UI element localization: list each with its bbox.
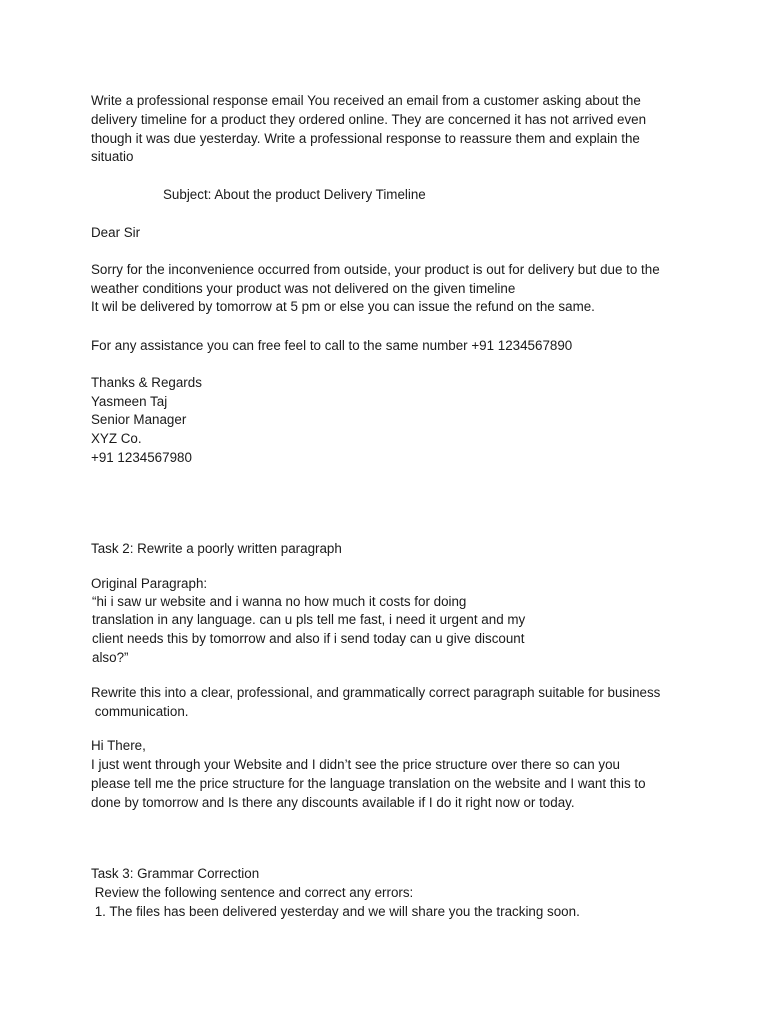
task2-instruction-line: Rewrite this into a clear, professional, and grammatically correct paragraph suitable for business <box>91 685 661 700</box>
answer-line: I just went through your Website and I didn’t see the price structure over there so can you <box>91 757 620 772</box>
signature-line: Thanks & Regards <box>91 375 202 390</box>
signature-line: +91 1234567980 <box>91 450 192 465</box>
original-paragraph-line: client needs this by tomorrow and also if i send today can u give discount <box>92 631 525 646</box>
email-body-line: weather conditions your product was not delivered on the given timeline <box>91 281 516 296</box>
original-paragraph-line: also?” <box>92 650 129 665</box>
task1-prompt-line: though it was due yesterday. Write a professional response to reassure them and explain the <box>91 131 640 146</box>
task1-prompt-line: situatio <box>91 149 134 164</box>
task3-instruction: Review the following sentence and correct any errors: <box>91 885 414 900</box>
original-paragraph-line: translation in any language. can u pls tell me fast, i need it urgent and my <box>92 612 526 627</box>
email-subject: Subject: About the product Delivery Timeline <box>163 187 426 202</box>
email-assistance: For any assistance you can free feel to call to the same number +91 1234567890 <box>91 338 573 353</box>
task1-prompt-line: delivery timeline for a product they ordered online. They are concerned it has not arrived even <box>91 112 647 127</box>
signature-line: Senior Manager <box>91 412 187 427</box>
email-body-line: Sorry for the inconvenience occurred from outside, your product is out for delivery but due to the <box>91 262 660 277</box>
answer-line: done by tomorrow and Is there any discounts available if I do it right now or today. <box>91 795 575 810</box>
task3-item: 1. The files has been delivered yesterday and we will share you the tracking soon. <box>91 904 580 919</box>
original-paragraph-label: Original Paragraph: <box>91 576 208 591</box>
signature-line: Yasmeen Taj <box>91 394 168 409</box>
answer-greeting: Hi There, <box>91 738 146 753</box>
signature-line: XYZ Co. <box>91 431 142 446</box>
original-paragraph-line: “hi i saw ur website and i wanna no how much it costs for doing <box>92 594 467 609</box>
task3-heading: Task 3: Grammar Correction <box>91 866 260 881</box>
email-salutation: Dear Sir <box>91 225 141 240</box>
task2-instruction-line: communication. <box>91 704 189 719</box>
answer-line: please tell me the price structure for the language translation on the website and I want this to <box>91 776 646 791</box>
email-body-line: It wil be delivered by tomorrow at 5 pm or else you can issue the refund on the same. <box>91 299 595 314</box>
task2-heading: Task 2: Rewrite a poorly written paragraph <box>91 541 342 556</box>
task1-prompt-line: Write a professional response email You received an email from a customer asking about the <box>91 93 641 108</box>
